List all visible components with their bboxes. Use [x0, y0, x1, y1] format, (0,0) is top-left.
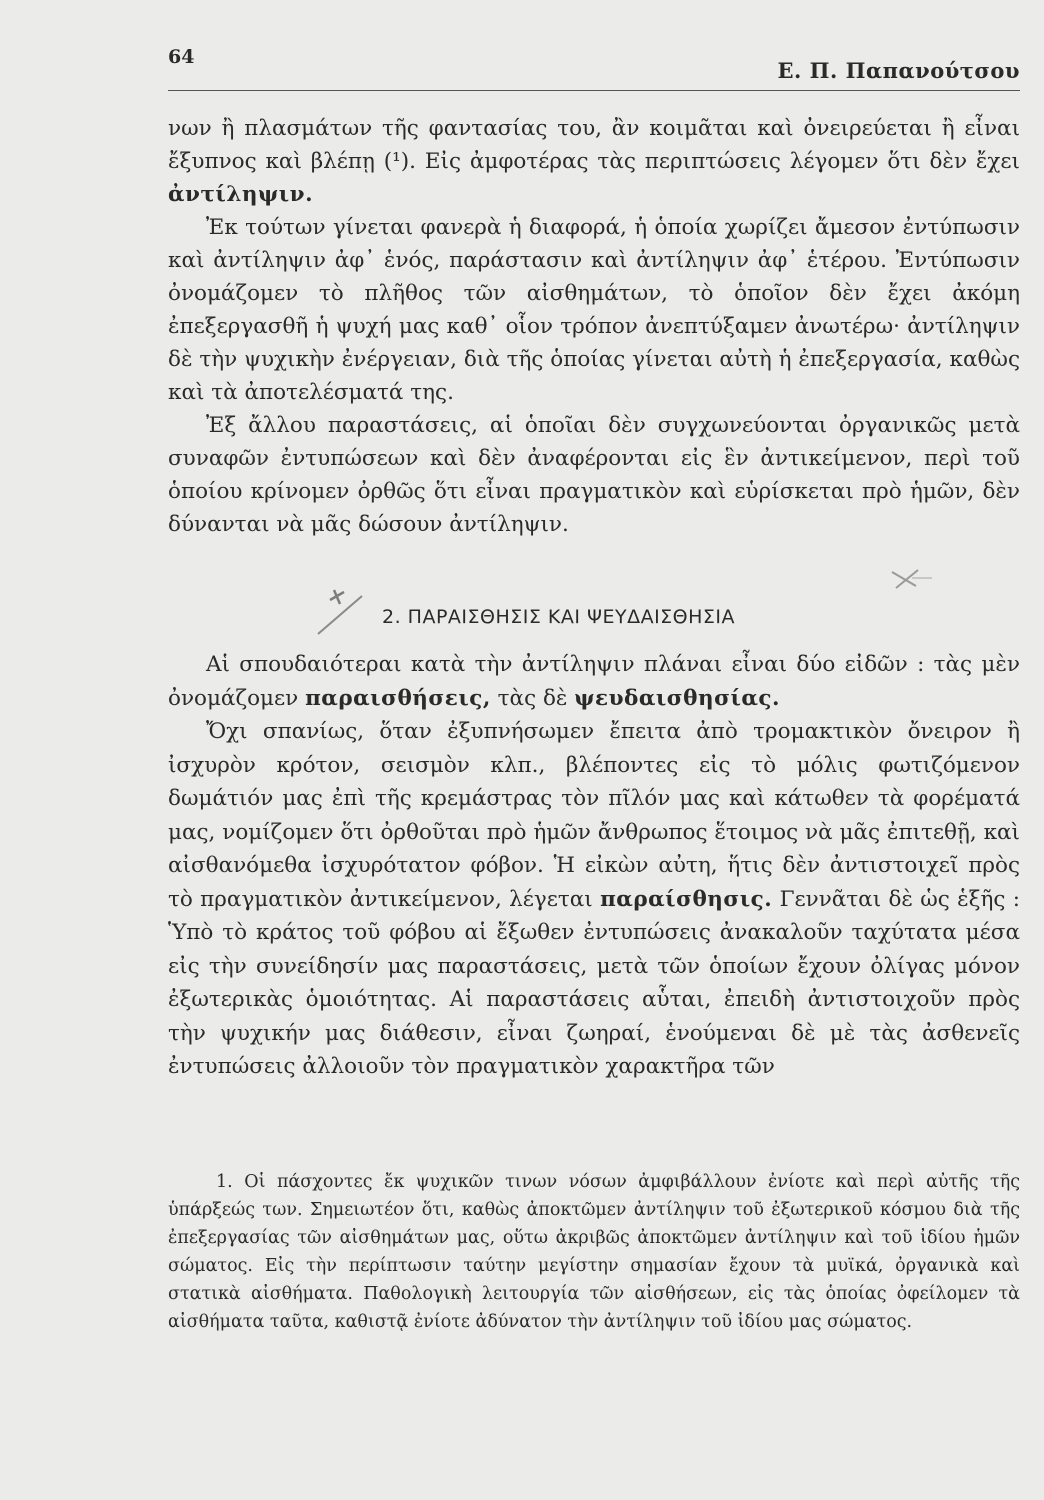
- key-term: παραίσθησις.: [600, 886, 773, 912]
- paragraph-text: Αἱ σπουδαιότεραι κατὰ τὴν ἀντίληψιν πλάναι εἶναι δύο εἰδῶν : τὰς μὲν ὀνομάζομεν: [168, 652, 1020, 711]
- key-term: παραισθήσεις,: [305, 685, 491, 711]
- running-head: Ε. Π. Παπανούτσου: [777, 58, 1020, 83]
- page-number: 64: [168, 46, 195, 68]
- key-term: ψευδαισθησίας.: [574, 685, 780, 711]
- paragraph-text: Ὄχι σπανίως, ὅταν ἐξυπνήσωμεν ἔπειτα ἀπὸ τρομακτικὸν ὄνειρον ἢ ἰσχυρὸν κρότον, σεισμὸν κλπ., βλέποντες εἰς τὸ μόλις φωτιζόμενον δωμάτιόν μας ἐπὶ τῆς κρεμάστρας τὸν πῖλόν μας καὶ κάτωθεν τὰ φορέματά μας, νομίζομεν ὅτι ὀρθοῦται πρὸ ἡμῶν ἄνθρωπος ἕτοιμος νὰ μᾶς ἐπιτεθῇ, καὶ αἰσθανόμεθα ἰσχυρότατον φόβον. Ἡ εἰκὼν αὐτη, ἥτις δὲν ἀντιστοιχεῖ πρὸς τὸ πραγματικὸν ἀντικείμενον, λέγεται: [168, 719, 1020, 912]
- paragraph: [168, 112, 1020, 211]
- paragraph-text: Γεννᾶται δὲ ὡς ἑξῆς : Ὑπὸ τὸ κράτος τοῦ φόβου αἱ ἔξωθεν ἐντυπώσεις ἀνακαλοῦν ταχύτατα μέσα εἰς τὴν συνείδησίν μας παραστάσεις, μετὰ τῶν ὁποίων ἔχουν ὀλίγας μόνον ἐξωτερικὰς ὁμοιότητας. Αἱ παραστάσεις αὗται, ἐπειδὴ ἀντιστοιχοῦν πρὸς τὴν ψυχικήν μας διάθεσιν, εἶναι ζωηραί, ἑνούμεναι δὲ μὲ τὰς ἀσθενεῖς ἐντυπώσεις ἀλλοιοῦν τὸν πραγματικὸν χαρακτῆρα τῶν: [168, 886, 1020, 1079]
- main-text: [168, 112, 1020, 541]
- paragraph: Ἐκ τούτων γίνεται φανερὰ ἡ διαφορά, ἡ ὁποία χωρίζει ἄμεσον ἐντύπωσιν καὶ ἀντίληψιν ἀφ᾽ ἑνός, παράστασιν καὶ ἀντίληψιν ἀφ᾽ ἑτέρου. Ἐντύπωσιν ὀνομάζομεν τὸ πλῆθος τῶν αἰσθημάτων, τὸ ὁποῖον δὲν ἔχει ἀκόμη ἐπεξεργασθῆ ἡ ψυχή μας καθ᾽ οἷον τρόπον ἀνεπτύξαμεν ἀνωτέρω· ἀντίληψιν δὲ τὴν ψυχικὴν ἐνέργειαν, διὰ τῆς ὁποίας γίνεται αὐτὴ ἡ ἐπεξεργασία, καθὼς καὶ τὰ ἀποτελέσματά της.: [168, 215, 1020, 405]
- paragraph-text: νων ἢ πλασμάτων τῆς φαντασίας του, ἂν κοιμᾶται καὶ ὀνειρεύεται ἢ εἶναι ἔξυπνος καὶ βλέπῃ (¹). Εἰς ἀμφοτέρας τὰς περιπτώσεις λέγομεν ὅτι δὲν ἔχει: [168, 116, 1020, 174]
- footnotes: [168, 1168, 1020, 1336]
- section-text: [168, 648, 1020, 1084]
- paragraph: [168, 715, 1020, 1084]
- paragraph: Ἐξ ἄλλου παραστάσεις, αἱ ὁποῖαι δὲν συγχωνεύονται ὀργανικῶς μετὰ συναφῶν ἐντυπώσεων καὶ δὲν ἀναφέρονται εἰς ἓν ἀντικείμενον, περὶ τοῦ ὁποίου κρίνομεν ὀρθῶς ὅτι εἶναι πραγματικὸν καὶ εὑρίσκεται πρὸ ἡμῶν, δὲν δύνανται νὰ μᾶς δώσουν ἀντίληψιν.: [168, 413, 1020, 537]
- paragraph-text: τὰς δὲ: [490, 685, 575, 711]
- footnote: 1. Οἱ πάσχοντες ἔκ ψυχικῶν τινων νόσων ἀμφιβάλλουν ἐνίοτε καὶ περὶ αὐτῆς τῆς ὑπάρξεώς των. Σημειωτέον ὅτι, καθὼς ἀποκτῶμεν ἀντίληψιν τοῦ ἐξωτερικοῦ κόσμου διὰ τῆς ἐπεξεργασίας τῶν αἰσθημάτων μας, οὕτω ἀκριβῶς ἀποκτῶμεν ἀντίληψιν καὶ τοῦ ἰδίου ἡμῶν σώματος. Εἰς τὴν περίπτωσιν ταύτην μεγίστην σημασίαν ἔχουν τὰ μυϊκά, ὀργανικὰ καὶ στατικὰ αἰσθήματα. Παθολογικὴ λειτουργία τῶν αἰσθήσεων, εἰς τὰς ὁποίας ὀφείλομεν τὰ αἰσθήματα ταῦτα, καθιστᾷ ἐνίοτε ἀδύνατον τὴν ἀντίληψιν τοῦ ἰδίου μας σώματος.: [168, 1172, 1020, 1332]
- page-header: [168, 40, 1020, 91]
- pencil-check-icon: [300, 582, 382, 638]
- pencil-mark-icon: [888, 566, 934, 590]
- key-term: ἀντίληψιν.: [168, 182, 314, 207]
- paragraph: [168, 648, 1020, 715]
- section-heading: 2. ΠΑΡΑΙΣΘΗΣΙΣ ΚΑΙ ΨΕΥΔΑΙΣΘΗΣΙΑ: [382, 606, 736, 628]
